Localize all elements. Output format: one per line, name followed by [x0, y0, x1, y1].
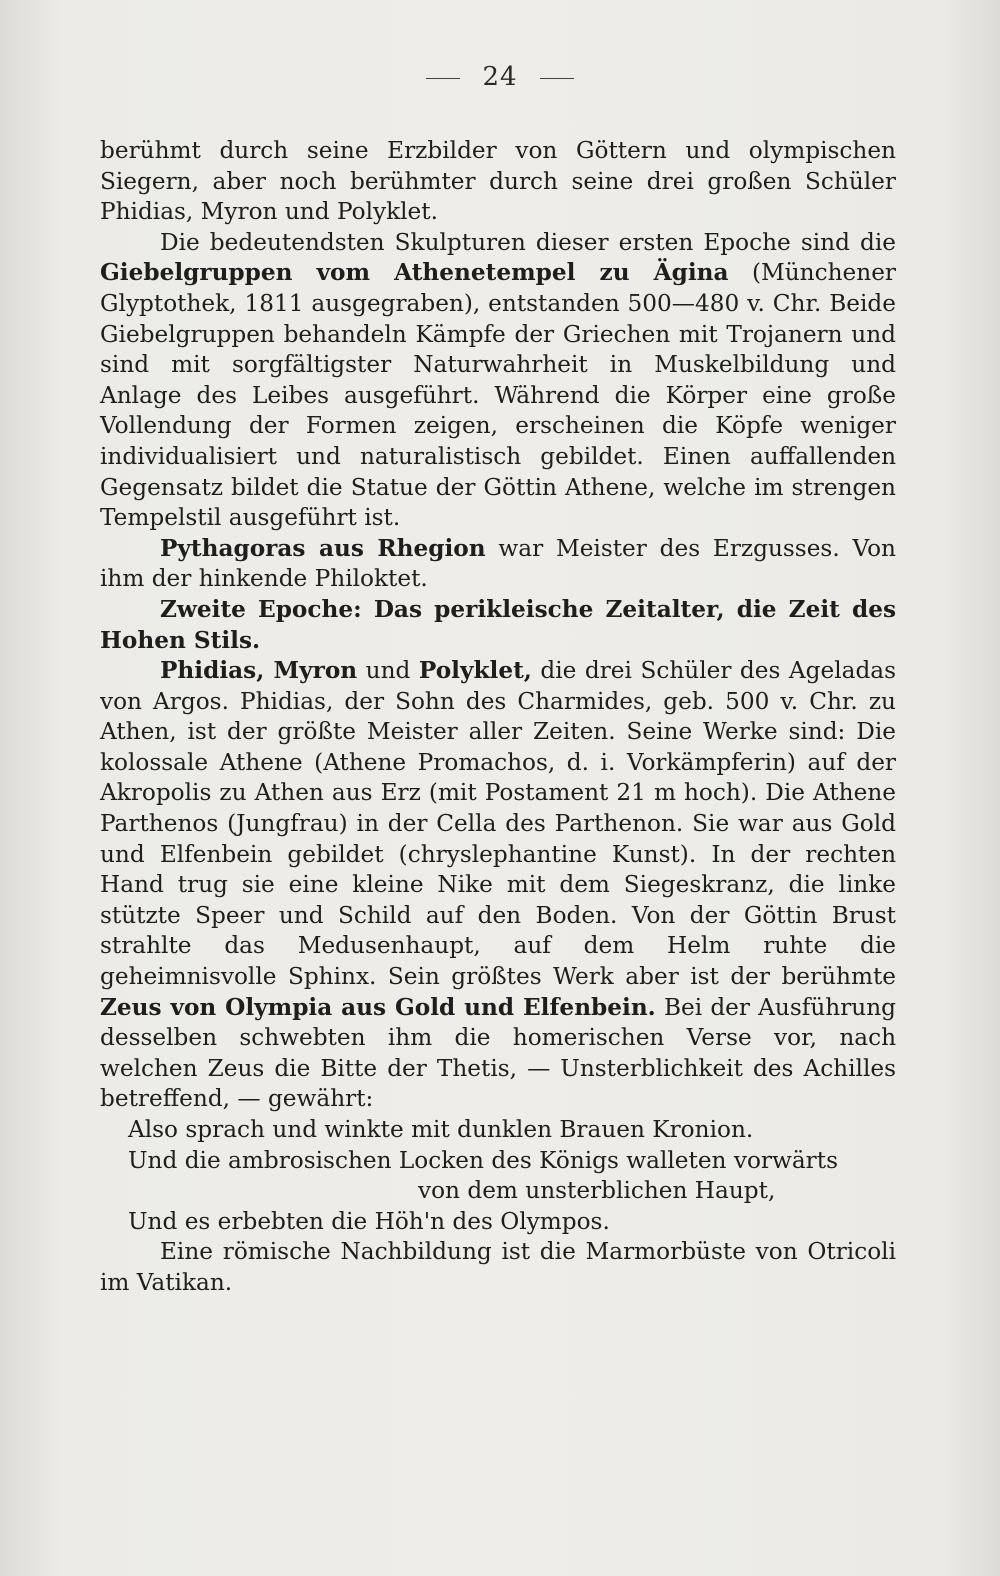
paragraph-4 — [100, 656, 896, 1115]
page-header — [0, 62, 1000, 92]
paragraph-2-post: (Münchener Glyptothek, 1811 ausgegraben), entstanden 500—480 v. Chr. Beide Giebelgruppen behandeln Kämpfe der Griechen mit Trojanern und sind mit sorgfältigster Naturwahrheit in Muskelbildung und Anlage des Leibes ausgeführt. Während die Körper eine große Vollendung der Formen zeigen, erscheinen die Köpfe weniger individualisiert und naturalistisch gebildet. Einen auffallenden Gegensatz bildet die Statue der Göttin Athene, welche im strengen Tempelstil ausgeführt ist. — [100, 259, 897, 532]
paragraph-4-end: Bei der Ausführung desselben schwebten ihm die homerischen Verse vor, nach welchen Zeus die Bitte der Thetis, — Unsterblichkeit des Achilles betreffend, — gewährt: — [100, 993, 896, 1113]
header-dash-right — [540, 78, 574, 79]
closing-paragraph: Eine römische Nachbildung ist die Marmorbüste von Otricoli im Vatikan. — [100, 1238, 896, 1296]
paragraph-4-mid: und — [357, 657, 419, 685]
paragraph-2-bold: Giebelgruppen vom Athenetempel zu Ägina — [100, 259, 729, 287]
paragraph-2-pre: Die bedeutendsten Skulpturen dieser ersten Epoche sind die — [160, 228, 896, 256]
paragraph-1-text: berühmt durch seine Erzbilder von Göttern und olympischen Siegern, aber noch berühmter durch seine drei großen Schüler Phidias, Myron und Polyklet. — [100, 137, 896, 226]
verse-line-1: Also sprach und winkte mit dunklen Brauen Kronion. — [128, 1116, 754, 1143]
paragraph-3-bold: Pythagoras aus Rhegion — [160, 534, 486, 562]
verse-line-2-continuation: von dem unsterblichen Haupt, — [418, 1177, 776, 1205]
section-heading: Zweite Epoche: Das perikleische Zeitalter, die Zeit des Hohen Stils. — [100, 595, 896, 654]
paragraph-4-bold-1: Phidias, Myron — [160, 657, 358, 685]
page-number: 24 — [482, 62, 518, 92]
paragraph-1 — [100, 136, 896, 228]
paragraph-3-post: war Meister des Erzgusses. Von ihm der hinkende Philoktet. — [100, 534, 896, 593]
paragraph-2 — [100, 228, 896, 534]
paragraph-4-bold-2: Polyklet, — [418, 657, 532, 685]
verse-line-2: Und die ambrosischen Locken des Königs walleten vorwärts — [128, 1146, 838, 1174]
verse-block — [100, 1115, 896, 1237]
page-body — [100, 136, 896, 1299]
paragraph-3 — [100, 534, 896, 595]
header-dash-left — [426, 78, 460, 79]
paragraph-4-post: die drei Schüler des Ageladas von Argos. Phidias, der Sohn des Charmides, geb. 500 v. Chr. zu Athen, ist der größte Meister aller Zeiten. Seine Werke sind: Die kolossale Athene (Athene Promachos, d. i. Vorkämpferin) auf der Akropolis zu Athen aus Erz (mit Postament 21 m hoch). Die Athene Parthenos (Jungfrau) in der Cella des Parthenon. Sie war aus Gold und Elfenbein gebildet (chryslephantine Kunst). In der rechten Hand trug sie eine kleine Nike mit dem Siegeskranz, die linke stützte Speer und Schild auf den Boden. Von der Göttin Brust strahlte das Medusenhaupt, auf dem Helm ruhte die geheimnisvolle Sphinx. Sein größtes Werk aber ist der berühmte — [100, 657, 897, 991]
verse-line-3: Und es erbebten die Höh'n des Olympos. — [128, 1207, 610, 1235]
paragraph-4-bold-3: Zeus von Olympia aus Gold und Elfenbein. — [100, 993, 656, 1021]
